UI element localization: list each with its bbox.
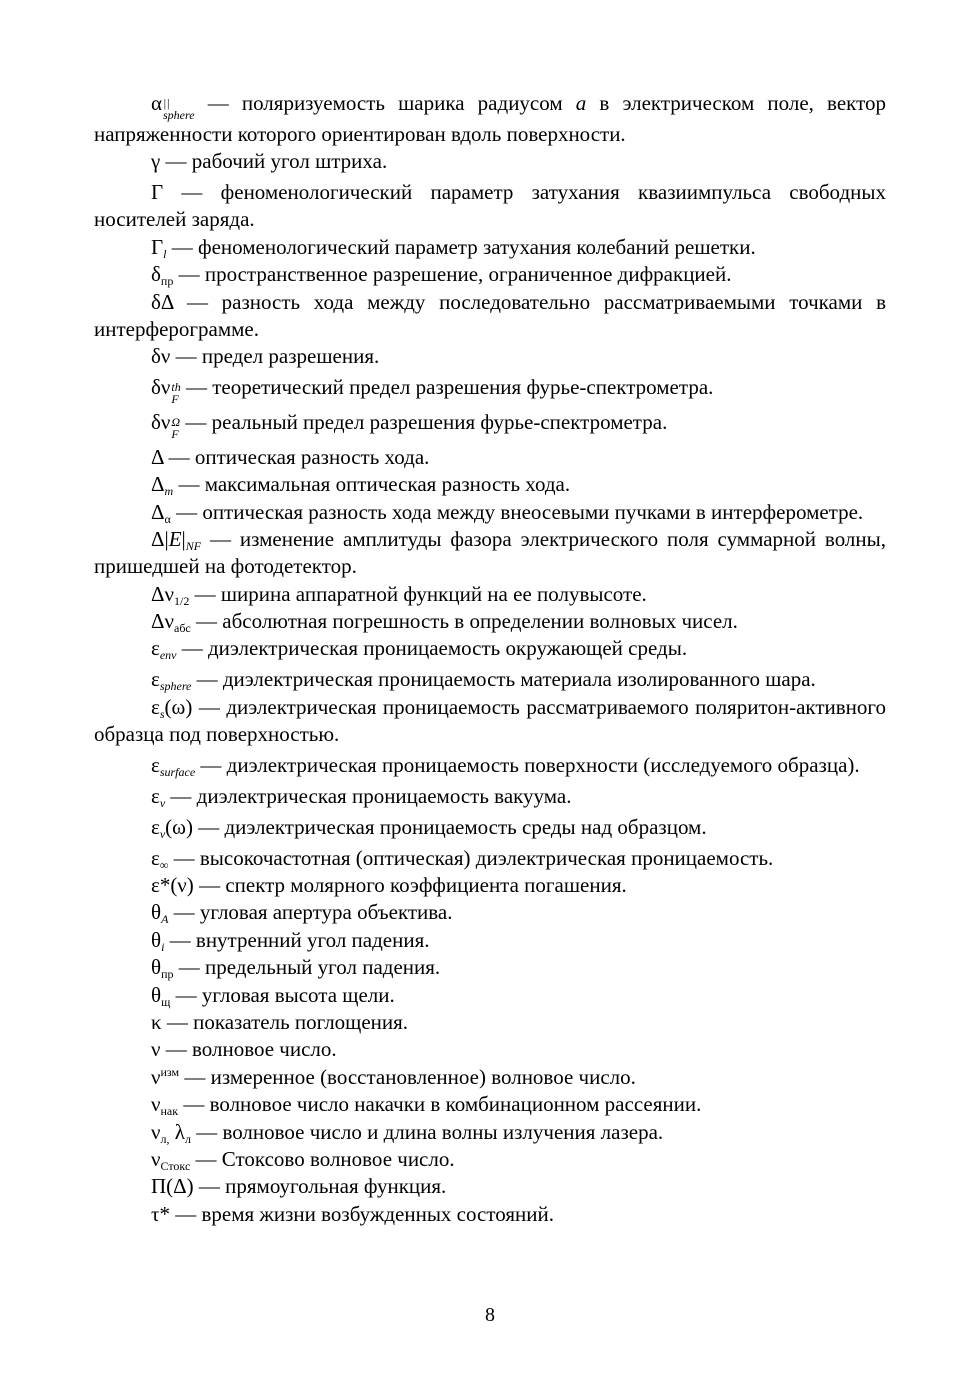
entry-nu-stokes: $\nu_{Стокс}$ — Стоксово волновое число. <box>151 1146 455 1173</box>
entry-big-delta: Δ — оптическая разность хода. <box>151 444 430 469</box>
entry-big-delta-alpha: $\Delta_\alpha$ — оптическая разность хода между внеосевыми пучками в интерферометре. <box>151 499 864 526</box>
entry-delta-nu-half: $\Delta\nu_{1/2}$ — ширина аппаратной функций на ее полувысоте. <box>151 581 647 608</box>
entry-eps-inf: $\varepsilon_\infty$ — высокочастотная (оптическая) диэлектрическая проницаемость. <box>151 845 774 872</box>
symbol: α || sphere <box>151 91 195 122</box>
entry-theta-i: $\theta_i$ — внутренний угол падения. <box>151 927 430 954</box>
entry-eps-v-omega: $\varepsilon_v(\omega)$ — диэлектрическая проницаемость среды над образцом. <box>151 814 707 841</box>
entry-eps-sphere: $\varepsilon_{sphere}$ — диэлектрическая проницаемость материала изолированного шара. <box>151 667 816 694</box>
entry-pi-delta: Π(Δ) — прямоугольная функция. <box>151 1174 447 1199</box>
entry-gamma: γ — рабочий угол штриха. <box>151 149 388 174</box>
entry-delta-pr: $\delta_{пр}$ — пространственное разрешение, ограниченное дифракцией. <box>151 262 732 289</box>
entry-big-delta-m: $\Delta_m$ — максимальная оптическая разность хода. <box>151 472 571 499</box>
entry-eps-v: $\varepsilon_v$ — диэлектрическая проницаемость вакуума. <box>151 783 572 810</box>
entry-kappa: κ — показатель поглощения. <box>151 1010 409 1035</box>
entry-tau-star: τ* — время жизни возбужденных состояний. <box>151 1201 554 1226</box>
entry-nu-izm: $\nu^{изм}$ — измеренное (восстановленное) волновое число. <box>151 1064 636 1089</box>
entry-theta-a: $\theta_A$ — угловая апертура объектива. <box>151 900 453 927</box>
entry-delta-nu: δν — предел разрешения. <box>151 343 380 368</box>
page-number: 8 <box>485 1304 495 1326</box>
entry-theta-pr: $\theta_{пр}$ — предельный угол падения. <box>151 955 441 982</box>
entry-delta-nu-omega: δν Ω F — реальный предел разрешения фурье-спектрометра. <box>151 409 668 441</box>
entry-big-gamma: Γ — феноменологический параметр затухания квазиимпульса свободных носителей заряда. <box>94 180 886 232</box>
entry-nu: ν — волновое число. <box>151 1037 337 1062</box>
entry-eps-s: $\varepsilon_s(\omega)$ — диэлектрическая проницаемость рассматриваемого поляритон-активного образца под поверхностью. <box>94 694 886 746</box>
entry-theta-sch: $\theta_щ$ — угловая высота щели. <box>151 982 395 1009</box>
entry-eps-surface: $\varepsilon_{surface}$ — диэлектрическая проницаемость поверхности (исследуемого образца). <box>151 752 860 779</box>
entry-nu-lambda-l: $\nu_{л,}$ $\lambda_л$ — волновое число и длина волны излучения лазера. <box>151 1119 664 1146</box>
entry-eps-star: ε*(ν) — спектр молярного коэффициента погашения. <box>151 873 627 898</box>
entry-delta-e-nf: $\Delta|E|_{NF}$ — изменение амплитуды фазора электрического поля суммарной волны, пришедшей на фотодетектор. <box>94 527 886 579</box>
entry-delta-nu-th: δν th F — теоретический предел разрешения фурье-спектрометра. <box>151 374 714 406</box>
glossary-page <box>94 90 886 1228</box>
entry-delta-delta: δΔ — разность хода между последовательно рассматриваемыми точками в интерферограмме. <box>94 289 886 341</box>
entry-big-gamma-l: $\Gamma_l$ — феноменологический параметр затухания колебаний решетки. <box>151 234 756 261</box>
entry-delta-nu-abs: $\Delta\nu_{абс}$ — абсолютная погрешность в определении волновых чисел. <box>151 608 738 635</box>
entry-eps-env: $\varepsilon_{env}$ — диэлектрическая проницаемость окружающей среды. <box>151 636 688 663</box>
entry-nu-nak: $\nu_{нак}$ — волновое число накачки в комбинационном рассеянии. <box>151 1092 702 1119</box>
entry-alpha-sphere: α || sphere — поляризуемость шарика радиусом a в электрическом поле, вектор напряженности которого ориентирован вдоль поверхности. <box>94 91 886 146</box>
